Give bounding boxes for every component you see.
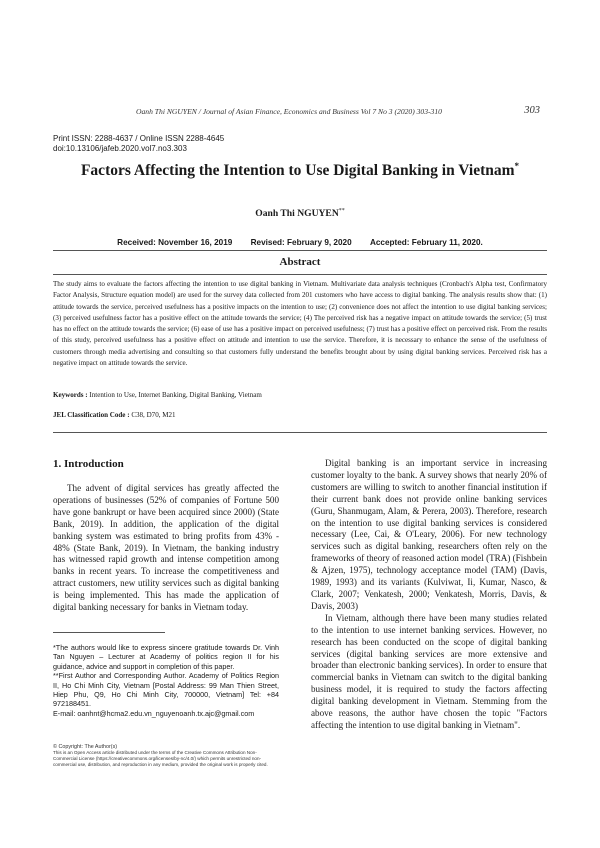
jel-line [53, 410, 547, 420]
divider-top [53, 250, 547, 251]
issn-line: Print ISSN: 2288-4637 / Online ISSN 2288-4645 [53, 134, 225, 143]
received-date: Received: November 16, 2019 [117, 238, 233, 247]
abstract-text: The study aims to evaluate the factors affecting the intention to use digital banking in Vietnam. Multivariate data analysis techniques (Cronbach's Alpha test, Confirmatory Factor Analysis, Structure equation model) are used for the survey data collected from 201 customers who have access to digital banking. The analysis results show that: (1) attitude towards the service, perceived usefulness has a positive impacts on the intention to use; (2) convenience does not affect the intention to use digital banking services; (3) perceived usefulness factor has a positive effect on the attitude towards the service; (4) The perceived risk has a negative impact on attitude towards the service; (5) trust has no effect on the attitude towards the service; (6) ease of use has a positive impact on perceived usefulness; (7) trust has a positive effect on perceived risk. From the results of this study, perceived usefulness has a positive effect on attitude and intention to use the service. Therefore, it is necessary to enhance the sense of the usefulness of customers through media advertising and consulting so that customers fully understand the benefits brought about by using digital banking services. Perceived risk has a negative impact on attitude towards the service. [53, 280, 547, 368]
running-header-text: Oanh Thi NGUYEN / Journal of Asian Finance, Economics and Business Vol 7 No 3 (2020) 303-310 [136, 107, 442, 116]
paragraph: The advent of digital services has greatly affected the operations of businesses (52% of companies of Fortune 500 have gone bankrupt or have been acquired since 2000) (State Bank, 2019). In addition, the application of the digital banking system was estimated to bring profits from 43% - 48% (State Bank, 2019). In Vietnam, the banking industry has witnessed rapid growth and intense competition among banks in recent years. To increase the competitiveness and attract customers, new utility services such as digital banking is being implemented. This has made the application of digital banking necessary for banks in Vietnam today. [53, 483, 279, 613]
keywords-line [53, 390, 547, 400]
keywords-text: Intention to Use, Internet Banking, Digital Banking, Vietnam [89, 391, 262, 399]
footnote-divider [53, 632, 165, 633]
keywords-label: Keywords : [53, 391, 88, 399]
copyright-notice [53, 744, 279, 768]
doi-line: doi:10.13106/jafeb.2020.vol7.no3.303 [53, 144, 187, 153]
title-footnote-mark: * [514, 161, 520, 171]
section-heading: 1. Introduction [53, 458, 124, 470]
divider-abstract [53, 274, 547, 275]
right-column [311, 458, 547, 732]
issn-block [53, 134, 224, 154]
jel-text: C38, D70, M21 [131, 411, 176, 419]
author-footnote-mark: ** [338, 208, 345, 214]
divider-bottom [53, 432, 547, 433]
dates-line [40, 238, 560, 247]
footnote: **First Author and Corresponding Author. Academy of Politics Region II, Ho Chi Minh City, Vietnam [Postal Address: 99 Man Thien Street, Hiep Phu, Q9, Ho Chi Minh City, 700000, Vietnam] Tel: +84 972188451. [53, 671, 279, 709]
author-line [40, 208, 560, 219]
paper-title-text: Factors Affecting the Intention to Use Digital Banking in Vietnam [80, 162, 515, 180]
footnotes [53, 643, 279, 718]
revised-date: Revised: February 9, 2020 [250, 238, 352, 247]
page-number: 303 [524, 105, 540, 116]
paper-title [40, 161, 560, 180]
author-name: Oanh Thi NGUYEN [255, 208, 339, 220]
accepted-date: Accepted: February 11, 2020. [369, 238, 483, 247]
abstract-heading: Abstract [279, 256, 321, 268]
jel-label: JEL Classification Code : [53, 411, 130, 419]
left-column [53, 483, 279, 614]
license-text: This is an Open Access article distributed under the terms of the Creative Commons Attribution Non-Commercial License (https://creativecommons.org/licenses/by-nc/4.0/) which permits unrestricted non-commercial use, distribution, and reproduction in any medium, provided the original work is properly cited. [53, 750, 268, 767]
paragraph: In Vietnam, although there have been many studies related to the intention to use internet banking services. However, no research has been conducted on the scope of digital banking services (digital banking services are more extensive and broader than electronic banking services). In order to ensure that commercial banks in Vietnam can switch to the digital banking business model, it is required to study the factors affecting digital banking development in Vietnam. Stemming from the above reasons, the author have chosen the topic "Factors affecting the intention to use digital banking in Vietnam". [311, 612, 547, 730]
copyright-line: © Copyright: The Author(s) [53, 744, 118, 750]
paragraph: Digital banking is an important service in increasing customer loyalty to the bank. A survey shows that nearly 20% of customers are willing to switch to another financial institution if their current bank does not provide online banking services (Guru, Shanmugam, Alam, & Perera, 2003). Therefore, research on the intention to use digital banking services is considered necessary (Lee, Cai, & O'Leary, 2006). For new technology services such as digital banking, researchers often rely on the frameworks of theory of reasoned action model (TRA) (Fishbein & Ajzen, 1975), technology acceptance model (TAM) (Davis, 1989, 1993) and its variants (Kulviwat, Ii, Kumar, Nasco, & Clark, 2007; Venkatesh, 2000; Venkatesh, Morris, Davis, & Davis, 2003) [311, 458, 547, 611]
footnote-email: E-mail: oanhnt@hcma2.edu.vn_nguyenoanh.tx.ajc@gmail.com [53, 708, 255, 718]
footnote: *The authors would like to express sincere gratitude towards Dr. Vinh Tan Nguyen – Lecturer at Academy of politics region II for his guidance, advice and support in completion of this paper. [53, 643, 279, 671]
